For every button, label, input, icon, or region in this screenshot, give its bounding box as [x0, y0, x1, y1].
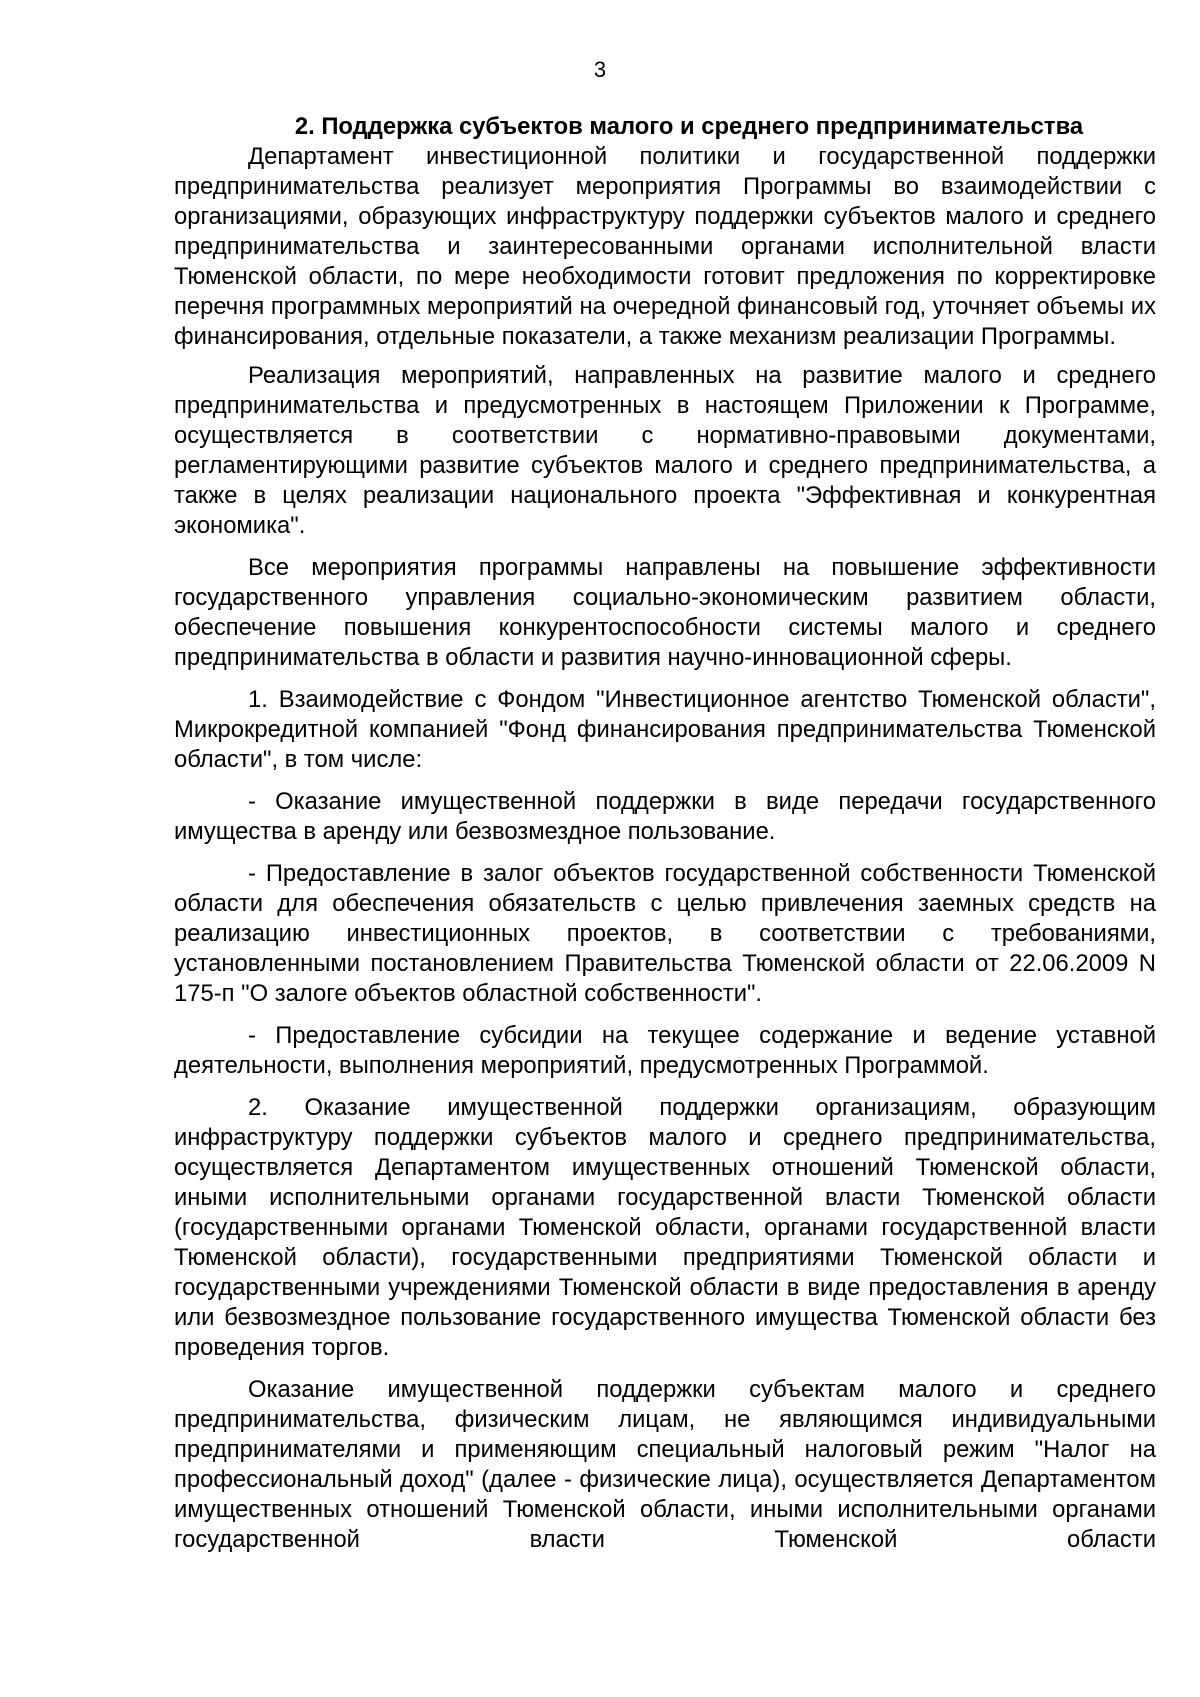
paragraph-implementation: Реализация мероприятий, направленных на развитие малого и среднего предпринимательства и предусмотренных в настоящем Приложении к Программе, осуществляется в соответствии с нормативно-правовыми документами, регламентирующими развитие субъектов малого и среднего предпринимательства, а также в целях реализации национального проекта "Эффективная и конкурентная экономика". [174, 362, 1156, 539]
paragraph-property-support-sme: Оказание имущественной поддержки субъектам малого и среднего предпринимательства, физическим лицам, не являющимся индивидуальными предпринимателями и применяющим специальный налоговый режим "Налог на профессиональный доход" (далее - физические лица), осуществляется Департаментом имущественных отношений Тюменской области, иными исполнительными органами государственной власти Тюменской области [174, 1376, 1156, 1553]
page-number: 3 [593, 57, 607, 82]
paragraph-item-1-interaction: 1. Взаимодействие с Фондом "Инвестиционное агентство Тюменской области", Микрокредитной компанией "Фонд финансирования предпринимательства Тюменской области", в том числе: [174, 686, 1156, 773]
paragraph-program-goals: Все мероприятия программы направлены на повышение эффективности государственного управления социально-экономическим развитием области, обеспечение повышения конкурентоспособности системы малого и среднего предпринимательства в области и развития научно-инновационной сферы. [174, 554, 1156, 671]
section-heading: 2. Поддержка субъектов малого и среднего предпринимательства [294, 113, 1084, 140]
paragraph-department-role: Департамент инвестиционной политики и государственной поддержки предпринимательства реализует мероприятия Программы во взаимодействии с организациями, образующих инфраструктуру поддержки субъектов малого и среднего предпринимательства и заинтересованными органами исполнительной власти Тюменской области, по мере необходимости готовит предложения по корректировке перечня программных мероприятий на очередной финансовый год, уточняет объемы их финансирования, отдельные показатели, а также механизм реализации Программы. [174, 143, 1156, 350]
paragraph-bullet-pledge: - Предоставление в залог объектов государственной собственности Тюменской области для обеспечения обязательств с целью привлечения заемных средств на реализацию инвестиционных проектов, в соответствии с требованиями, установленными постановлением Правительства Тюменской области от 22.06.2009 N 175-п "О залоге объектов областной собственности". [174, 860, 1156, 1007]
document-body [174, 112, 1156, 1555]
paragraph-bullet-property-support: - Оказание имущественной поддержки в виде передачи государственного имущества в аренду или безвозмездное пользование. [174, 788, 1156, 845]
paragraph-item-2-property-support: 2. Оказание имущественной поддержки организациям, образующим инфраструктуру поддержки субъектов малого и среднего предпринимательства, осуществляется Департаментом имущественных отношений Тюменской области, иными исполнительными органами государственной власти Тюменской области (государственными органами Тюменской области, органами государственной власти Тюменской области), государственными предприятиями Тюменской области и государственными учреждениями Тюменской области в виде предоставления в аренду или безвозмездное пользование государственного имущества Тюменской области без проведения торгов. [174, 1094, 1156, 1361]
paragraph-bullet-subsidy: - Предоставление субсидии на текущее содержание и ведение уставной деятельности, выполнения мероприятий, предусмотренных Программой. [174, 1022, 1156, 1079]
